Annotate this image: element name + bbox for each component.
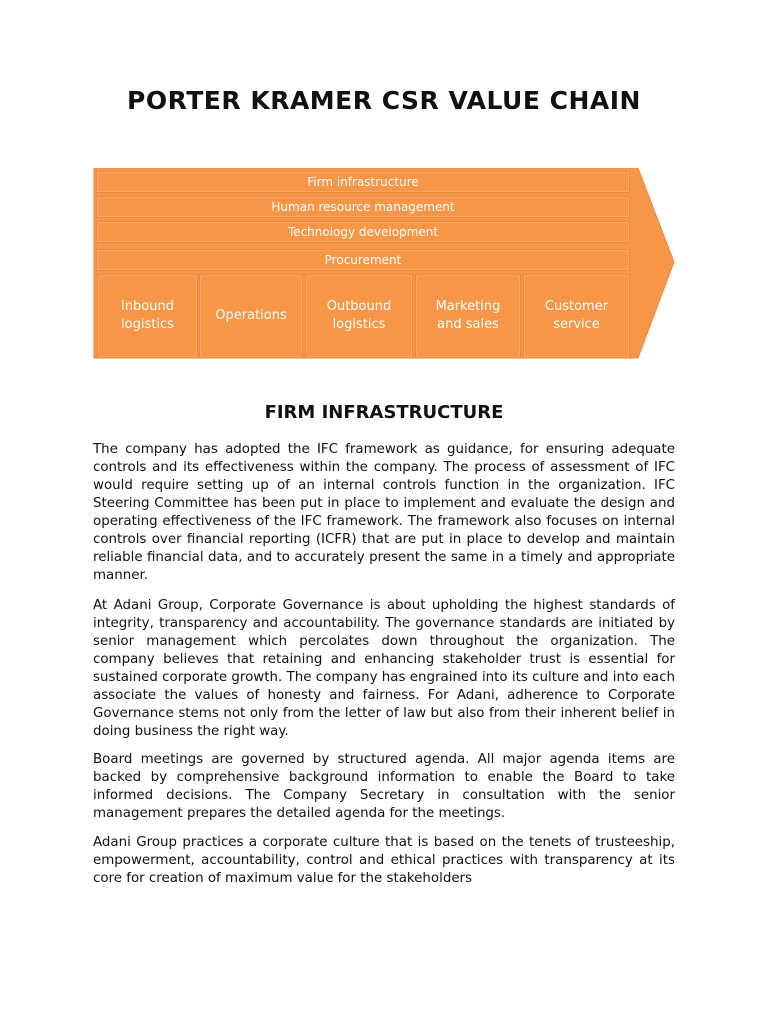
primary-activity-label: Outbound logistics [326,299,392,332]
paragraph-corporate-culture: Adani Group practices a corporate culture that is based on the tenets of trusteeship, empowerment, accountability, control and ethical practices with transparency at its core for creation of maximum value for the stakeholders [93,835,675,886]
section-heading: FIRM INFRASTRUCTURE [264,402,504,423]
primary-activity-customer-service [523,274,630,358]
primary-activity-inbound-logistics [97,274,198,358]
page-title: PORTER KRAMER CSR VALUE CHAIN [127,86,641,115]
paragraph-corporate-governance: At Adani Group, Corporate Governance is about upholding the highest standards of integrity, transparency and accountability. The governance standards are initiated by senior management which percolates down throughout the organization. The company believes that retaining and enhancing stakeholder trust is essential for sustained corporate growth. The company has engrained into its culture and into each associate the values of honesty and fairness. For Adani, adherence to Corporate Governance stems not only from the letter of law but also from their inherent belief in doing business the right way. [93,598,675,739]
primary-activity-label: Inbound logistics [120,299,174,332]
support-activity-firm-infrastructure: Firm infrastructure [96,171,630,193]
value-chain-diagram [92,168,676,364]
primary-activity-label: Customer service [544,299,609,332]
paragraph-board-meetings: Board meetings are governed by structured agenda. All major agenda items are backed by comprehensive background information to enable the Board to take informed decisions. The Company Secretary in consultation with the senior management prepares the detailed agenda for the meetings. [93,752,675,821]
primary-activity-marketing-and-sales [415,274,521,358]
primary-activity-outbound-logistics [305,274,413,358]
primary-activity-label: Operations [215,308,287,323]
support-activity-human-resource-management: Human resource management [96,196,630,218]
primary-activity-label: Marketing and sales [435,299,501,332]
primary-activity-operations [199,274,303,358]
support-activity-technology-development: Technology development [96,221,630,243]
support-activity-procurement: Procurement [96,249,630,271]
paragraph-ifc-framework: The company has adopted the IFC framework as guidance, for ensuring adequate controls and its effectiveness within the company. The process of assessment of IFC would require setting up of an internal controls function in the organization. IFC Steering Committee has been put in place to implement and evaluate the design and operating effectiveness of the IFC framework. The framework also focuses on internal controls over financial reporting (ICFR) that are put in place to develop and maintain reliable financial data, and to accurately present the same in a timely and appropriate manner. [93,442,675,583]
